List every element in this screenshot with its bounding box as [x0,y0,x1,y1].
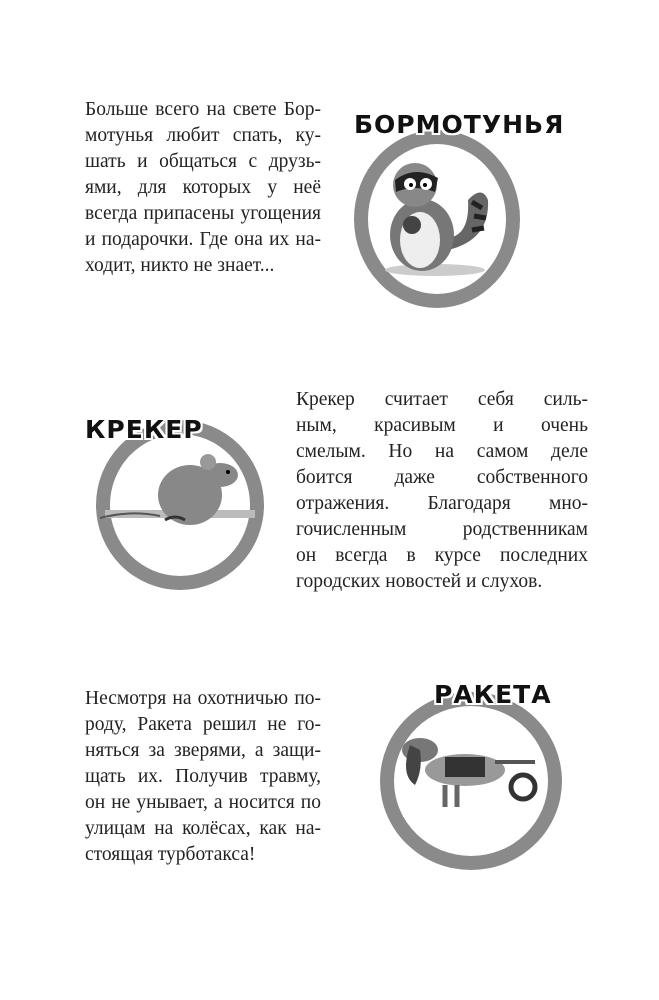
text-line: Несмотря на охотничью по- [85,688,321,709]
text-line: и подарочки. Где она их на- [85,229,321,250]
dog-on-wheels-illustration [395,715,555,825]
text-line: ходит, никто не знает... [85,255,275,276]
text-line: он не унывает, а носится по [85,792,321,813]
text-line: стоящая турботакса! [85,844,256,865]
kreker-name-title: КРЕКЕР [85,415,203,444]
text-line: Крекер считает себя силь- [296,389,588,410]
raccoon-illustration [360,140,510,280]
raketa-description [85,686,321,868]
text-line: городских новостей и слухов. [296,571,543,592]
kreker-description [296,387,588,595]
text-line: смелым. Но на самом деле [296,441,588,462]
text-line: шать и общаться с друзь- [85,151,321,172]
text-line: Больше всего на свете Бор- [85,99,321,120]
text-line: ным, красивым и очень [296,415,588,436]
text-line: улицам на колёсах, как на- [85,818,321,839]
text-line: ями, для которых у неё [85,177,321,198]
text-line: щать их. Получив травму, [85,766,321,787]
text-line: няться за зверями, а защи- [85,740,321,761]
bormotunya-description [85,97,321,279]
text-line: гочисленным родственникам [296,519,588,540]
text-line: он всегда в курсе последних [296,545,588,566]
text-line: отражения. Благодаря мно- [296,493,588,514]
bormotunya-name-title: БОРМОТУНЬЯ [354,110,565,139]
raketa-name-title: РАКЕТА [434,680,552,709]
text-line: боится даже собственного [296,467,588,488]
rat-illustration [100,440,260,550]
text-line: мотунья любит спать, ку- [85,125,321,146]
text-line: всегда припасены угощения [85,203,321,224]
text-line: роду, Ракета решил не го- [85,714,321,735]
